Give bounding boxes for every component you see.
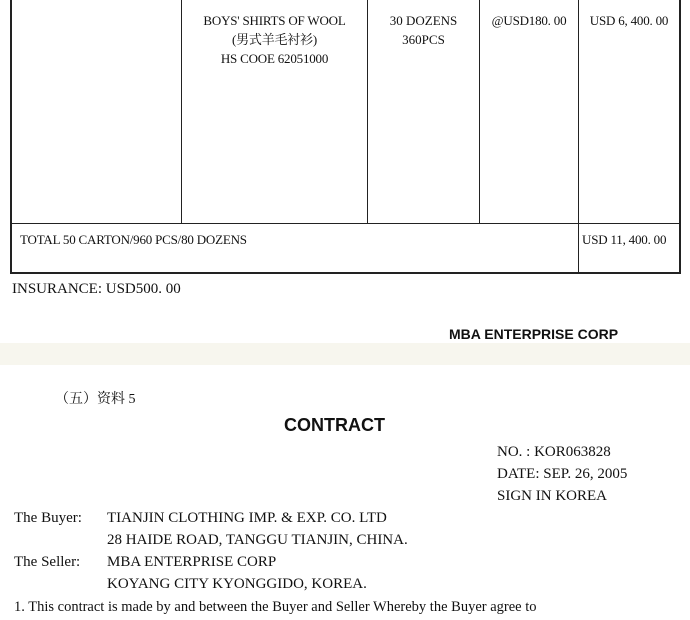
total-label: TOTAL 50 CARTON/960 PCS/80 DOZENS: [20, 232, 247, 247]
buyer-address: 28 HAIDE ROAD, TANGGU TIANJIN, CHINA.: [107, 532, 408, 548]
seller-label: The Seller:: [14, 554, 81, 570]
seller-name: MBA ENTERPRISE CORP: [107, 554, 277, 570]
contract-title: CONTRACT: [284, 415, 385, 435]
table-bottom-border: [10, 272, 681, 274]
seller-address: KOYANG CITY KYONGGIDO, KOREA.: [107, 576, 367, 592]
row-divider: [10, 223, 681, 224]
quantity-dozens: 30 DOZENS: [389, 13, 458, 28]
buyer-name: TIANJIN CLOTHING IMP. & EXP. CO. LTD: [107, 510, 387, 526]
buyer-label: The Buyer:: [14, 510, 82, 526]
signatory-name: MBA ENTERPRISE CORP: [449, 326, 619, 342]
item-name-chinese: (男式羊毛衬衫): [231, 32, 318, 47]
contract-clause-1: 1. This contract is made by and between the Buyer and Seller Whereby the Buyer agree to: [14, 599, 537, 615]
amount-column-divider: [578, 0, 579, 273]
item-description: [182, 11, 367, 68]
table-left-border: [10, 0, 12, 274]
item-hs-code: HS COOE 62051000: [220, 51, 329, 66]
contract-sign-place: SIGN IN KOREA: [497, 488, 607, 504]
insurance-line: INSURANCE: USD500. 00: [12, 281, 181, 297]
section-heading: （五）资料 5: [55, 392, 136, 407]
item-name: BOYS' SHIRTS OF WOOL: [203, 13, 346, 28]
unit-price-value: @USD180. 00: [491, 13, 567, 28]
contract-date: DATE: SEP. 26, 2005: [497, 466, 628, 482]
page-break-band: [0, 343, 690, 365]
amount-value: USD 6, 400. 00: [589, 13, 669, 28]
total-amount: USD 11, 400. 00: [582, 232, 667, 247]
item-quantity: [368, 11, 479, 49]
item-unit-price: [480, 11, 578, 30]
column-divider: [479, 0, 480, 223]
item-amount: [579, 11, 679, 30]
table-right-border: [679, 0, 681, 274]
contract-number: NO. : KOR063828: [497, 444, 611, 460]
quantity-pieces: 360PCS: [402, 32, 445, 47]
